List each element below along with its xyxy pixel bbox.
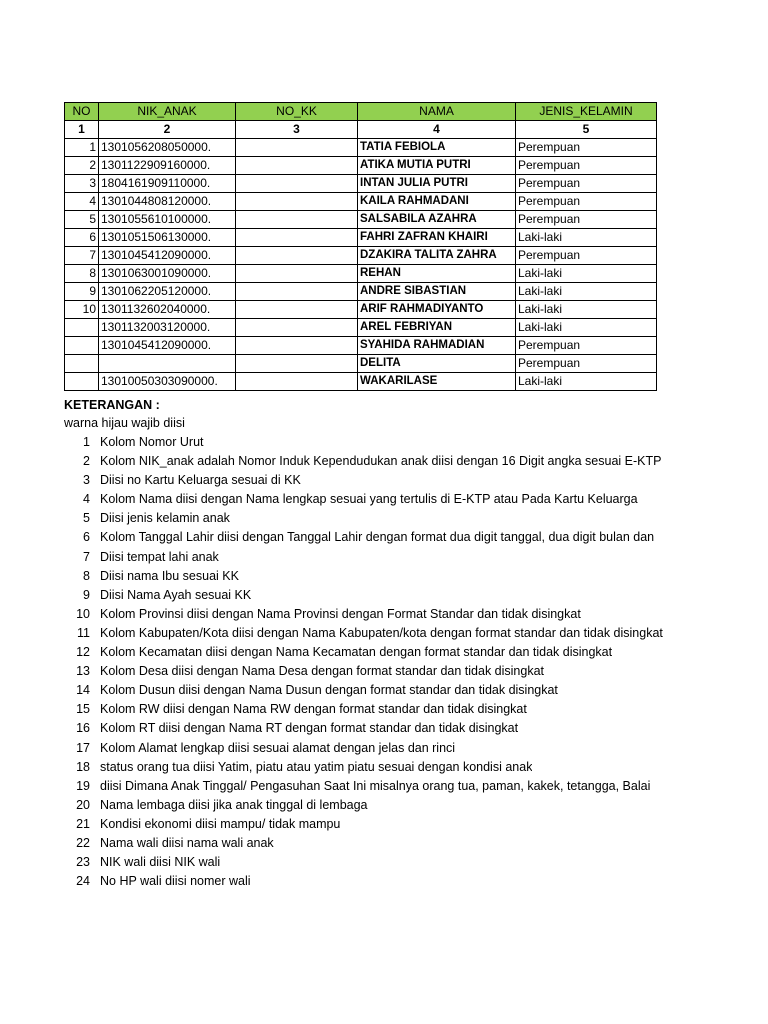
list-item [64,567,674,586]
no-kk-cell[interactable] [236,157,358,175]
list-item [64,872,674,891]
list-item-text: Diisi jenis kelamin anak [100,511,230,526]
list-item-number: 20 [76,797,90,812]
list-item [64,739,674,758]
row-number-cell[interactable] [65,319,99,337]
list-item [64,719,674,738]
list-item-text: Kolom Kabupaten/Kota diisi dengan Nama Kabupaten/kota dengan format standar dan tidak disingkat [100,625,663,640]
no-kk-cell[interactable] [236,283,358,301]
nama-cell[interactable]: AREL FEBRIYAN [358,319,516,337]
list-item [64,548,674,567]
nik-anak-cell[interactable]: 1301045412090000. [99,247,236,265]
list-item-number: 19 [76,778,90,793]
data-sheet [64,102,656,391]
nik-anak-cell[interactable]: 1301051506130000. [99,229,236,247]
nik-anak-cell[interactable]: 1301132602040000. [99,301,236,319]
list-item [64,834,674,853]
nama-cell[interactable]: FAHRI ZAFRAN KHAIRI [358,229,516,247]
nama-cell[interactable]: TATIA FEBIOLA [358,139,516,157]
list-item-number: 8 [83,568,90,583]
data-table [64,102,657,391]
list-item-number: 3 [83,473,90,488]
list-item-text: diisi Dimana Anak Tinggal/ Pengasuhan Saat Ini misalnya orang tua, paman, kakek, tetangga, Balai [100,778,651,793]
header-no[interactable]: NO [65,103,99,121]
column-number-row [65,121,657,139]
column-number[interactable]: 5 [516,121,657,139]
list-item-text: Kolom Tanggal Lahir diisi dengan Tanggal Lahir dengan format dua digit tanggal, dua digit bulan dan [100,530,655,545]
header-no-kk[interactable]: NO_KK [236,103,358,121]
list-item-text: Kolom Desa diisi dengan Nama Desa dengan format standar dan tidak disingkat [100,664,545,679]
jenis-kelamin-cell[interactable]: Laki-laki [516,283,657,301]
table-row [65,211,657,229]
table-row [65,229,657,247]
table-row [65,157,657,175]
nik-anak-cell[interactable]: 1301062205120000. [99,283,236,301]
jenis-kelamin-cell[interactable]: Perempuan [516,355,657,373]
jenis-kelamin-cell[interactable]: Perempuan [516,247,657,265]
list-item-number: 11 [77,625,90,640]
column-number[interactable]: 4 [358,121,516,139]
table-row [65,175,657,193]
list-item-number: 2 [83,454,90,469]
list-item-number: 9 [83,587,90,602]
no-kk-cell[interactable] [236,175,358,193]
list-item-number: 21 [76,816,90,831]
row-number-cell[interactable]: 3 [65,175,99,193]
list-item-text: Kolom Kecamatan diisi dengan Nama Kecamatan dengan format standar dan tidak disingkat [100,645,613,660]
header-nama[interactable]: NAMA [358,103,516,121]
list-item-number: 13 [76,664,90,679]
table-row [65,301,657,319]
row-number-cell[interactable] [65,355,99,373]
list-item-number: 4 [83,492,90,507]
table-row [65,193,657,211]
list-item-text: Kolom Nomor Urut [100,435,204,449]
no-kk-cell[interactable] [236,229,358,247]
nik-anak-cell[interactable]: 1301045412090000. [99,337,236,355]
list-item-number: 5 [83,511,90,526]
nama-cell[interactable]: ANDRE SIBASTIAN [358,283,516,301]
header-row [65,103,657,121]
nama-cell[interactable]: WAKARILASE [358,373,516,391]
list-item [64,681,674,700]
jenis-kelamin-cell[interactable]: Laki-laki [516,319,657,337]
row-number-cell[interactable]: 5 [65,211,99,229]
list-item-number: 10 [76,606,90,621]
list-item [64,815,674,834]
list-item [64,643,674,662]
no-kk-cell[interactable] [236,319,358,337]
no-kk-cell[interactable] [236,301,358,319]
nik-anak-cell[interactable]: 13010050303090000. [99,373,236,391]
list-item-text: Kolom RW diisi dengan Nama RW dengan format standar dan tidak disingkat [100,702,527,717]
jenis-kelamin-cell[interactable]: Laki-laki [516,301,657,319]
row-number-cell[interactable]: 1 [65,139,99,157]
list-item-text: Kolom RT diisi dengan Nama RT dengan format standar dan tidak disingkat [100,721,519,736]
nik-anak-cell[interactable] [99,355,236,373]
list-item [64,662,674,681]
list-item-text: NIK wali diisi NIK wali [100,855,221,870]
list-item [64,796,674,815]
keterangan-subtitle: warna hijau wajib diisi [64,416,185,430]
no-kk-cell[interactable] [236,373,358,391]
list-item [64,758,674,777]
list-item-text: Diisi nama Ibu sesuai KK [100,568,239,583]
jenis-kelamin-cell[interactable]: Perempuan [516,157,657,175]
no-kk-cell[interactable] [236,139,358,157]
jenis-kelamin-cell[interactable]: Laki-laki [516,373,657,391]
nama-cell[interactable]: KAILA RAHMADANI [358,193,516,211]
list-item-text: status orang tua diisi Yatim, piatu atau yatim piatu sesuai dengan kondisi anak [100,759,533,774]
list-item-text: No HP wali diisi nomer wali [100,874,251,889]
keterangan-title: KETERANGAN : [64,398,160,412]
list-item-number: 15 [76,702,90,717]
list-item-number: 18 [76,759,90,774]
jenis-kelamin-cell[interactable]: Laki-laki [516,265,657,283]
jenis-kelamin-cell[interactable]: Perempuan [516,337,657,355]
no-kk-cell[interactable] [236,211,358,229]
list-item-number: 7 [83,549,90,564]
nama-cell[interactable]: SYAHIDA RAHMADIAN [358,337,516,355]
list-item-number: 12 [76,645,90,660]
jenis-kelamin-cell[interactable]: Perempuan [516,193,657,211]
table-body [65,139,657,391]
list-item-number: 16 [76,721,90,736]
list-item [64,605,674,624]
list-item-number: 14 [76,683,90,698]
list-item-number: 1 [83,435,90,449]
list-item [64,528,674,547]
list-item [64,490,674,509]
jenis-kelamin-cell[interactable]: Laki-laki [516,229,657,247]
list-item-number: 17 [76,740,90,755]
row-number-cell[interactable] [65,373,99,391]
nama-cell[interactable]: REHAN [358,265,516,283]
nama-cell[interactable]: DELITA [358,355,516,373]
table-row [65,373,657,391]
list-item-text: Kolom NIK_anak adalah Nomor Induk Kependudukan anak diisi dengan 16 Digit angka sesuai E-KTP [100,454,662,469]
row-number-cell[interactable]: 2 [65,157,99,175]
list-item [64,452,674,471]
row-number-cell[interactable]: 8 [65,265,99,283]
no-kk-cell[interactable] [236,247,358,265]
nik-anak-cell[interactable]: 1301044808120000. [99,193,236,211]
table-row [65,283,657,301]
list-item [64,471,674,490]
list-item-text: Kolom Nama diisi dengan Nama lengkap sesuai yang tertulis di E-KTP atau Pada Kartu Keluarga [100,492,638,507]
nama-cell[interactable]: ARIF RAHMADIYANTO [358,301,516,319]
list-item-number: 6 [83,530,90,545]
table-row [65,337,657,355]
nama-cell[interactable]: INTAN JULIA PUTRI [358,175,516,193]
no-kk-cell[interactable] [236,355,358,373]
jenis-kelamin-cell[interactable]: Perempuan [516,211,657,229]
jenis-kelamin-cell[interactable]: Perempuan [516,139,657,157]
header-nik-anak[interactable]: NIK_ANAK [99,103,236,121]
nik-anak-cell[interactable]: 1301063001090000. [99,265,236,283]
table-row [65,247,657,265]
keterangan-section [64,396,674,891]
table-row [65,265,657,283]
list-item-text: Diisi no Kartu Keluarga sesuai di KK [100,473,301,488]
nik-anak-cell[interactable]: 1301122909160000. [99,157,236,175]
list-item-text: Kolom Provinsi diisi dengan Nama Provinsi dengan Format Standar dan tidak disingkat [100,606,581,621]
list-item-text: Nama wali diisi nama wali anak [100,835,274,850]
no-kk-cell[interactable] [236,265,358,283]
list-item-text: Diisi Nama Ayah sesuai KK [100,587,252,602]
list-item [64,586,674,605]
table-row [65,139,657,157]
list-item-text: Kondisi ekonomi diisi mampu/ tidak mampu [100,816,341,831]
list-item [64,624,674,643]
row-number-cell[interactable]: 4 [65,193,99,211]
nik-anak-cell[interactable]: 1804161909110000. [99,175,236,193]
list-item [64,777,674,796]
header-jenis-kelamin[interactable]: JENIS_KELAMIN [516,103,657,121]
list-item [64,700,674,719]
jenis-kelamin-cell[interactable]: Perempuan [516,175,657,193]
row-number-cell[interactable]: 10 [65,301,99,319]
no-kk-cell[interactable] [236,337,358,355]
row-number-cell[interactable]: 6 [65,229,99,247]
list-item-text: Nama lembaga diisi jika anak tinggal di lembaga [100,797,368,812]
table-row [65,319,657,337]
no-kk-cell[interactable] [236,193,358,211]
keterangan-list [64,433,674,891]
table-row [65,355,657,373]
list-item-text: Diisi tempat lahi anak [100,549,219,564]
list-item-number: 22 [76,835,90,850]
row-number-cell[interactable] [65,337,99,355]
nama-cell[interactable]: SALSABILA AZAHRA [358,211,516,229]
list-item [64,853,674,872]
nik-anak-cell[interactable]: 1301056208050000. [99,139,236,157]
nik-anak-cell[interactable]: 1301055610100000. [99,211,236,229]
list-item-number: 24 [76,874,90,889]
nik-anak-cell[interactable]: 1301132003120000. [99,319,236,337]
list-item-text: Kolom Dusun diisi dengan Nama Dusun dengan format standar dan tidak disingkat [100,683,558,698]
column-number[interactable]: 3 [236,121,358,139]
row-number-cell[interactable]: 7 [65,247,99,265]
column-number[interactable]: 2 [99,121,236,139]
list-item-text: Kolom Alamat lengkap diisi sesuai alamat dengan jelas dan rinci [100,740,456,755]
column-number[interactable]: 1 [65,121,99,139]
nama-cell[interactable]: ATIKA MUTIA PUTRI [358,157,516,175]
list-item-number: 23 [76,855,90,870]
list-item [64,509,674,528]
nama-cell[interactable]: DZAKIRA TALITA ZAHRA [358,247,516,265]
list-item [64,433,674,452]
row-number-cell[interactable]: 9 [65,283,99,301]
